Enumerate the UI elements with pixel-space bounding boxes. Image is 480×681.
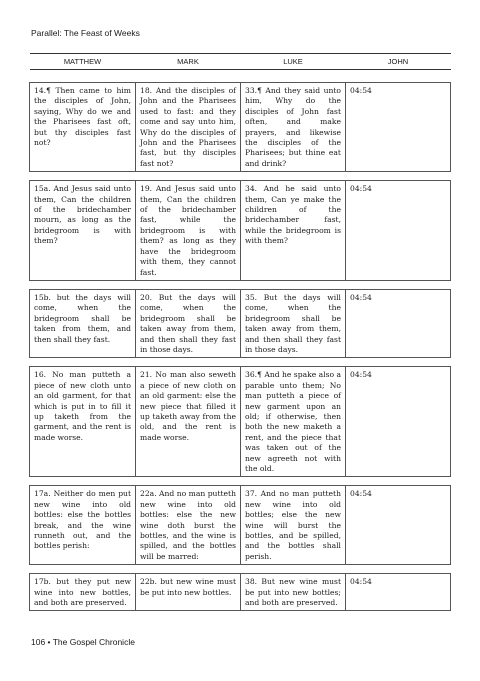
table-row: [30, 289, 451, 357]
gospel-parallel-table: [29, 53, 451, 611]
table-row: [30, 181, 451, 281]
john-cell: 04:54: [346, 367, 451, 477]
table-row: [30, 367, 451, 477]
matthew-cell: 17a. Neither do men put new wine into old bottles: else the bottles break, and the wine runneth out, and the bottles perish:: [30, 486, 136, 565]
mark-cell: 20. But the days will come, when the bridegroom shall be taken away from them, and then shall they fast in those days.: [136, 289, 241, 357]
column-header-row: [30, 54, 451, 70]
luke-cell: 33.¶ And they said unto him, Why do the disciples of John fast often, and make prayers, and likewise the disciples of the Pharisees; but thine eat and drink?: [241, 83, 346, 172]
luke-cell: 35. But the days will come, when the bridegroom shall be taken away from them, and then shall they fast in those days.: [241, 289, 346, 357]
matthew-cell: 15a. And Jesus said unto them, Can the children of the bridechamber mourn, as long as the bridegroom is with them?: [30, 181, 136, 281]
john-cell: 04:54: [346, 289, 451, 357]
matthew-cell: 15b. but the days will come, when the bridegroom shall be taken from them, and then shall they fast.: [30, 289, 136, 357]
luke-cell: 38. But new wine must be put into new bottles; and both are preserved.: [241, 574, 346, 611]
table-row: [30, 83, 451, 172]
column-header-mark: MARK: [136, 54, 241, 70]
page-footer: 106 • The Gospel Chronicle: [31, 637, 135, 647]
mark-cell: 21. No man also seweth a piece of new cloth on an old garment: else the new piece that filled it up taketh away from the old, and the rent is made worse.: [136, 367, 241, 477]
table-row: [30, 486, 451, 565]
luke-cell: 37. And no man putteth new wine into old bottles; else the new wine will burst the bottles, and be spilled, and the bottles shall perish.: [241, 486, 346, 565]
mark-cell: 19. And Jesus said unto them, Can the children of the bridechamber fast, while the bridegroom is with them? as long as they have the bridegroom with them, they cannot fast.: [136, 181, 241, 281]
john-cell: 04:54: [346, 574, 451, 611]
column-header-luke: LUKE: [241, 54, 346, 70]
matthew-cell: 14.¶ Then came to him the disciples of John, saying, Why do we and the Pharisees fast oft, but thy disciples fast not?: [30, 83, 136, 172]
matthew-cell: 17b. but they put new wine into new bottles, and both are preserved.: [30, 574, 136, 611]
column-header-matthew: MATTHEW: [30, 54, 136, 70]
john-cell: 04:54: [346, 486, 451, 565]
mark-cell: 18. And the disciples of John and the Pharisees used to fast: and they come and say unto him, Why do the disciples of John and the Pharisees fast, but thy disciples fast not?: [136, 83, 241, 172]
mark-cell: 22a. And no man putteth new wine into old bottles: else the new wine doth burst the bottles, and the wine is spilled, and the bottles will be marred:: [136, 486, 241, 565]
john-cell: 04:54: [346, 181, 451, 281]
matthew-cell: 16. No man putteth a piece of new cloth unto an old garment, for that which is put in to fill it up taketh from the garment, and the rent is made worse.: [30, 367, 136, 477]
luke-cell: 34. And he said unto them, Can ye make the children of the bridechamber fast, while the bridegroom is with them?: [241, 181, 346, 281]
john-cell: 04:54: [346, 83, 451, 172]
running-header: Parallel: The Feast of Weeks: [31, 28, 140, 38]
table-row: [30, 574, 451, 611]
column-header-john: JOHN: [346, 54, 451, 70]
mark-cell: 22b. but new wine must be put into new bottles.: [136, 574, 241, 611]
luke-cell: 36.¶ And he spake also a parable unto them; No man putteth a piece of new garment upon an old; if otherwise, then both the new maketh a rent, and the piece that was taken out of the new agreeth not with the old.: [241, 367, 346, 477]
